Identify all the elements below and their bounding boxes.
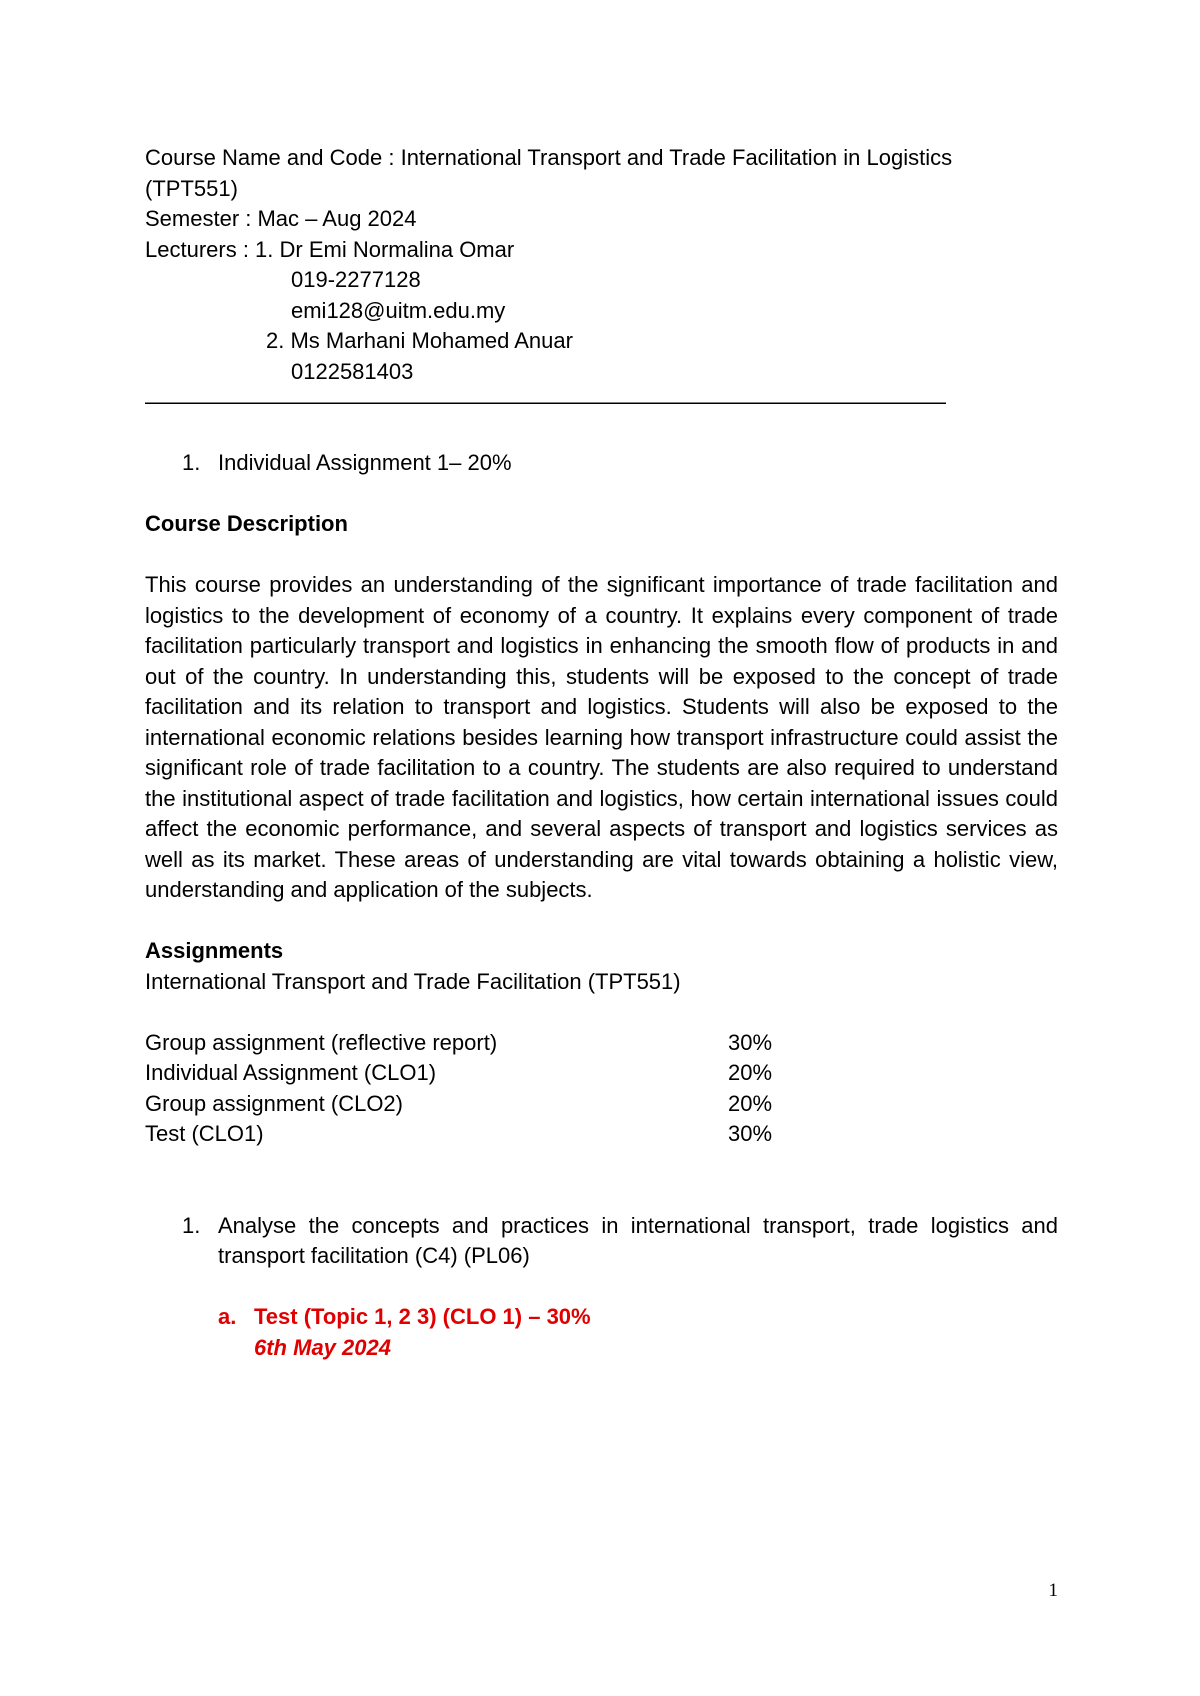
course-description-body: This course provides an understanding of the significant importance of trade facilitation and logistics to the development of economy of a country. It explains every component of trade facilitation particularly transport and logistics in enhancing the smooth flow of products in and out of the country. In understanding this, students will be exposed to the concept of trade facilitation and its relation to transport and logistics. Students will also be exposed to the international economic relations besides learning how transport infrastructure could assist the significant role of trade facilitation to a country. The students are also required to understand the institutional aspect of trade facilitation and logistics, how certain international issues could affect the economic performance, and several aspects of transport and logistics services as well as its market. These areas of understanding are vital towards obtaining a holistic view, understanding and application of the subjects. [145, 572, 1058, 902]
table-row [145, 1089, 1058, 1120]
table-row [145, 1119, 1058, 1150]
course-name-line1: Course Name and Code : International Transport and Trade Facilitation in Logistics [145, 145, 953, 170]
assignment-label: Group assignment (CLO2) [145, 1090, 403, 1116]
assignments-subtitle: International Transport and Trade Facilitation (TPT551) [145, 968, 681, 994]
test-letter: a. [218, 1304, 237, 1329]
assignment-weight: 20% [728, 1090, 773, 1116]
lecturer2-phone: 0122581403 [291, 358, 414, 384]
assignment-label: Group assignment (reflective report) [145, 1029, 498, 1055]
semester-line: Semester : Mac – Aug 2024 [145, 206, 417, 231]
assignment-label: Test (CLO1) [145, 1121, 264, 1146]
objective-text: Analyse the concepts and practices in international transport, trade logistics and transport facilitation (C4) (PL06) [218, 1212, 1058, 1268]
list-text: Individual Assignment 1– 20% [218, 450, 512, 475]
assignment-weight: 20% [728, 1060, 773, 1085]
list-number: 1. [182, 450, 201, 475]
test-item [145, 1302, 1058, 1363]
list-item [145, 448, 1058, 479]
lecturer1-email: emi128@uitm.edu.my [291, 297, 506, 323]
assignment-label: Individual Assignment (CLO1) [145, 1060, 437, 1085]
table-row [145, 1028, 1058, 1059]
lecturers-line: Lecturers : 1. Dr Emi Normalina Omar [145, 236, 515, 262]
page-number: 1 [1048, 1580, 1058, 1601]
assignment-weight: 30% [728, 1121, 773, 1146]
objective-number: 1. [182, 1212, 201, 1238]
course-description-heading: Course Description [145, 511, 348, 536]
lecturer2-name: 2. Ms Marhani Mohamed Anuar [266, 328, 573, 353]
course-name-line2: (TPT551) [145, 175, 238, 201]
objective-item [145, 1211, 1058, 1272]
test-text: Test (Topic 1, 2 3) (CLO 1) – 30% [254, 1304, 591, 1329]
horizontal-rule: —————————————————————————————————————————— [145, 389, 943, 414]
assignment-weight: 30% [728, 1029, 773, 1055]
lecturer1-phone: 019-2277128 [291, 267, 421, 292]
document-page [145, 143, 1058, 1363]
test-date: 6th May 2024 [254, 1334, 391, 1360]
table-row [145, 1058, 1058, 1089]
assignments-table [145, 1028, 1058, 1150]
assignments-heading: Assignments [145, 938, 284, 963]
